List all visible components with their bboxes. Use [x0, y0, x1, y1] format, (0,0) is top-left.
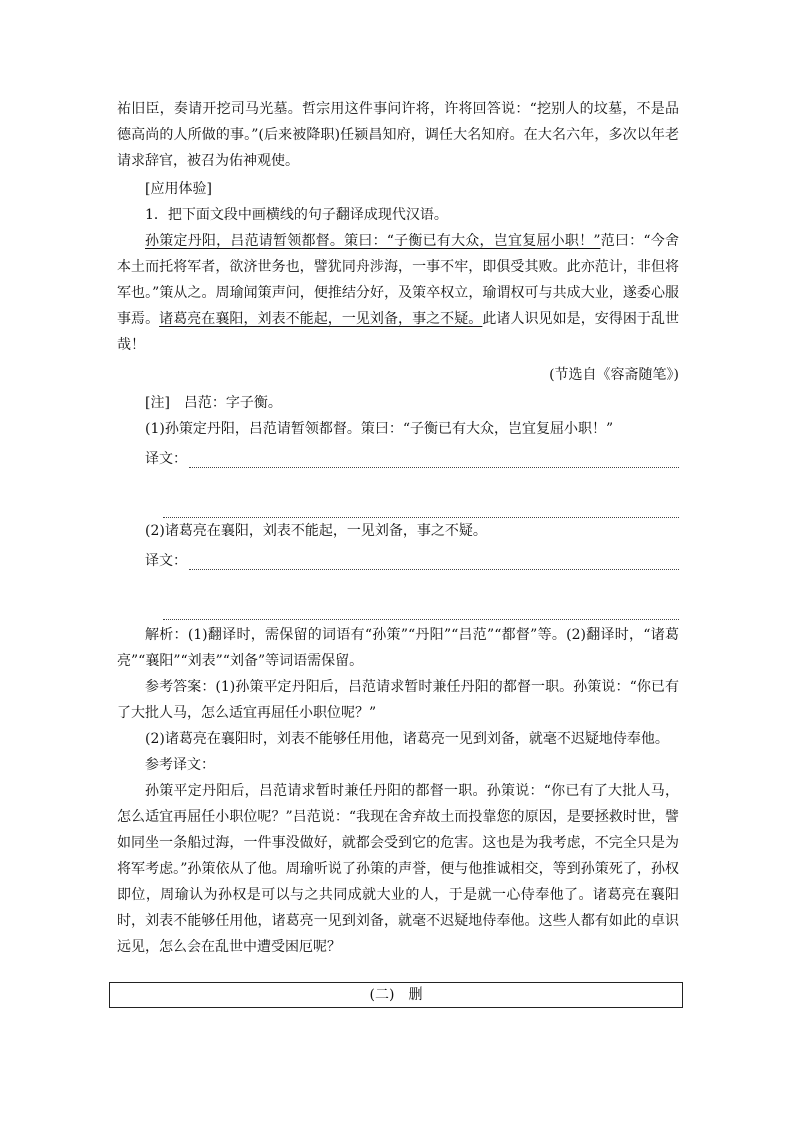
answer-line-1b[interactable] [163, 492, 679, 518]
passage-text-1: 范曰：“今舍本土而托将军者，欲济世务也，譬犹同舟涉海，一事不牢，即俱受其败。此亦范计，非但将军也。”策从之。周瑜闻策声问，便推结分好，及策卒权立，瑜谓权可与共成大业，遂委心服事焉。 [117, 233, 679, 327]
passage-text-2: 此诸人识见如是，安得困于乱世哉！ [117, 311, 680, 353]
spacer [117, 468, 679, 492]
question-1: (1)孙策定丹阳，吕范请暂领都督。策曰：“子衡已有大众，岂宜复屈小职！” [145, 421, 614, 437]
task-instruction: 1．把下面文段中画横线的句子翻译成现代汉语。 [145, 207, 448, 223]
analysis-label: 解析： [145, 627, 188, 643]
translation-label: 译文： [145, 451, 187, 467]
dotted-line [163, 499, 679, 518]
analysis [117, 622, 679, 674]
question-2: (2)诸葛亮在襄阳，刘表不能起，一见刘备，事之不疑。 [145, 523, 487, 539]
reference-translation: 孙策平定丹阳后，吕范请求暂时兼任丹阳的都督一职。孙策说：“你已有了大批人马，怎么适宜再屈任小职位呢？”吕范说：“我现在舍弃故土而投靠您的原因，是要拯救时世，譬如同坐一条船过海，一件事没做好，就都会受到它的危害。这也是为我考虑，不完全只是为将军考虑。”孙策依从了他。周瑜听说了孙策的声誉，便与他推诚相交，等到孙策死了，孙权即位，周瑜认为孙权是可以与之共同成就大业的人，于是就一心侍奉他了。诸葛亮在襄阳时，刘表不能够任用他，诸葛亮一见到刘备，就毫不迟疑地侍奉他。这些人都有如此的卓识远见，怎么会在乱世中遭受困厄呢？ [117, 783, 679, 955]
section-heading-box: (二) 删 [109, 982, 683, 1008]
dotted-line [189, 449, 679, 468]
source-citation: (节选自《容斋随笔》) [549, 367, 679, 383]
reference-label: 参考译文： [145, 757, 215, 773]
dotted-line [163, 601, 679, 620]
answer-line-2b[interactable] [163, 594, 679, 620]
answer-2: (2)诸葛亮在襄阳时，刘表不能够任用他，诸葛亮一见到刘备，就毫不迟疑地侍奉他。 [145, 731, 669, 747]
annotation-note: [注] 吕范：字子衡。 [145, 395, 282, 411]
analysis-text: (1)翻译时，需保留的词语有“孙策”“丹阳”“吕范”“都督”等。(2)翻译时，“诸葛亮”“襄阳”“刘表”“刘备”等词语需保留。 [117, 627, 680, 669]
underlined-sentence-1: 孙策定丹阳，吕范请暂领都督。策曰：“子衡已有大众，岂宜复屈小职！” [145, 233, 601, 249]
spacer [117, 570, 679, 594]
intro-paragraph: 祐旧臣，奏请开挖司马光墓。哲宗用这件事问许将，许将回答说：“挖别人的坟墓，不是品德高尚的人所做的事。”(后来被降职)任颍昌知府，调任大名知府。在大名六年，多次以年老请求辞官，被召为佑神观使。 [117, 101, 679, 169]
answer-1-text: (1)孙策平定丹阳后，吕范请求暂时兼任丹阳的都督一职。孙策说：“你已有了大批人马，怎么适宜再屈任小职位呢？” [117, 679, 679, 721]
answer-label: 参考答案： [145, 679, 216, 695]
passage [117, 228, 679, 358]
answer-1 [117, 674, 679, 726]
underlined-sentence-2: 诸葛亮在襄阳，刘表不能起，一见刘备，事之不疑。 [159, 311, 483, 327]
answer-line-1[interactable] [145, 442, 679, 468]
document-page [117, 96, 679, 960]
dotted-line [189, 551, 679, 570]
section-label: [应用体验] [145, 181, 212, 197]
answer-line-2[interactable] [145, 544, 679, 570]
translation-label: 译文： [145, 553, 187, 569]
